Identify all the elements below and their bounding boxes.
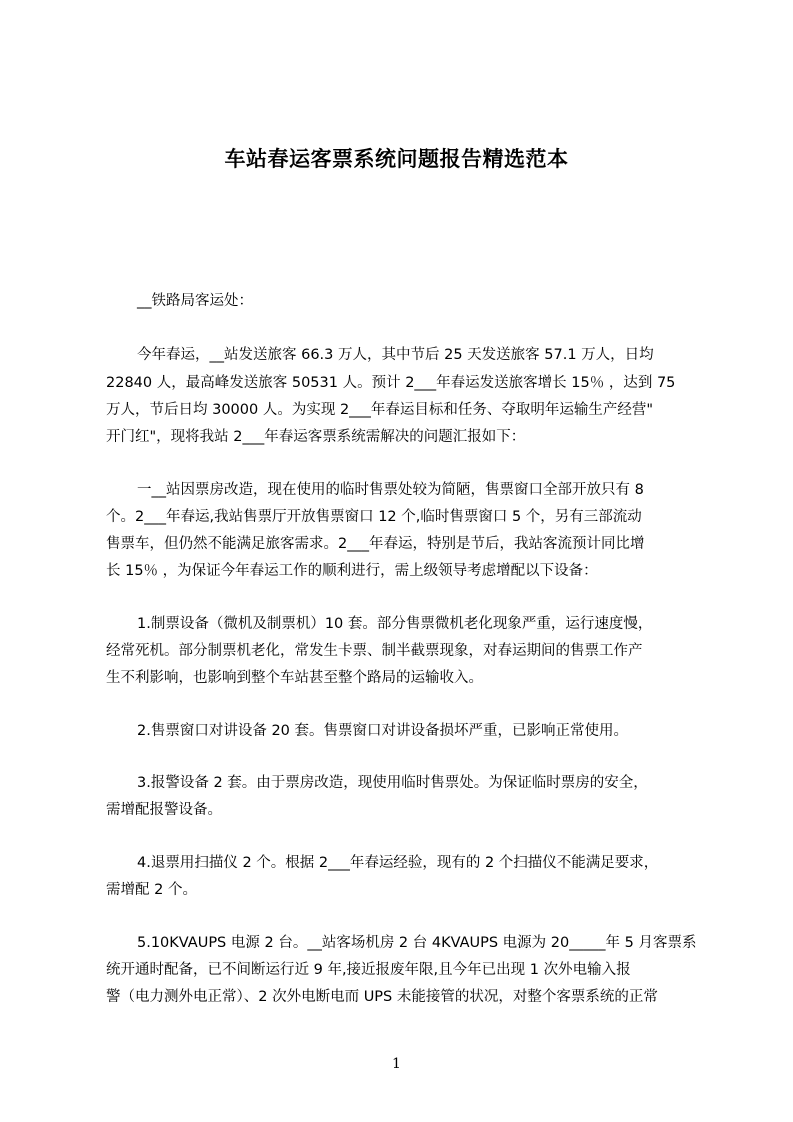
- para2-line-2: 个。2___年春运,我站售票厅开放售票窗口 12 个,临时售票窗口 5 个，另有三部流动: [106, 509, 642, 525]
- item5-line-3: 警（电力测外电正常）、2 次外电断电而 UPS 未能接管的状况，对整个客票系统的正常: [106, 989, 658, 1005]
- para2-line-4: 长 15％ ，为保证今年春运工作的顺利进行，需上级领导考虑增配以下设备：: [106, 563, 598, 579]
- para2-line-3: 售票车，但仍然不能满足旅客需求。2___年春运，特别是节后，我站客流预计同比增: [106, 536, 645, 552]
- para1-line-1: 今年春运，__站发送旅客 66.3 万人，其中节后 25 天发送旅客 57.1 万人，日均: [137, 347, 654, 363]
- para1-line-4: 开门红"，现将我站 2___年春运客票系统需解决的问题汇报如下：: [106, 429, 526, 445]
- item4-line-2: 需增配 2 个。: [106, 882, 197, 898]
- salutation: __铁路局客运处：: [137, 293, 253, 309]
- item3-line-2: 需增配报警设备。: [106, 802, 222, 818]
- item1-line-1: 1.制票设备（微机及制票机）10 套。部分售票微机老化现象严重，运行速度慢，: [137, 616, 653, 632]
- page-number: 1: [392, 1056, 401, 1072]
- item3-line-1: 3.报警设备 2 套。由于票房改造，现使用临时售票处。为保证临时票房的安全，: [137, 775, 648, 791]
- item2-line-1: 2.售票窗口对讲设备 20 套。售票窗口对讲设备损坏严重，已影响正常使用。: [137, 723, 629, 739]
- para1-line-3: 万人，节后日均 30000 人。为实现 2___年春运目标和任务、夺取明年运输生产经营": [106, 402, 654, 418]
- item5-line-2: 统开通时配备，已不间断运行近 9 年,接近报废年限,且今年已出现 1 次外电输入报: [106, 962, 631, 978]
- item5-line-1: 5.10KVAUPS 电源 2 台。__站客场机房 2 台 4KVAUPS 电源为 20_____年 5 月客票系: [137, 935, 697, 951]
- para2-line-1: 一__站因票房改造，现在使用的临时售票处较为简陋，售票窗口全部开放只有 8: [137, 482, 644, 498]
- item1-line-2: 经常死机。部分制票机老化，常发生卡票、制半截票现象，对春运期间的售票工作产: [106, 643, 643, 659]
- item1-line-3: 生不利影响，也影响到整个车站甚至整个路局的运输收入。: [106, 670, 483, 686]
- item4-line-1: 4.退票用扫描仪 2 个。根据 2___年春运经验，现有的 2 个扫描仪不能满足要求，: [137, 855, 659, 871]
- para1-line-2: 22840 人，最高峰发送旅客 50531 人。预计 2___年春运发送旅客增长 15％ ，达到 75: [106, 375, 676, 391]
- document-title: 车站春运客票系统问题报告精选范本: [224, 147, 569, 171]
